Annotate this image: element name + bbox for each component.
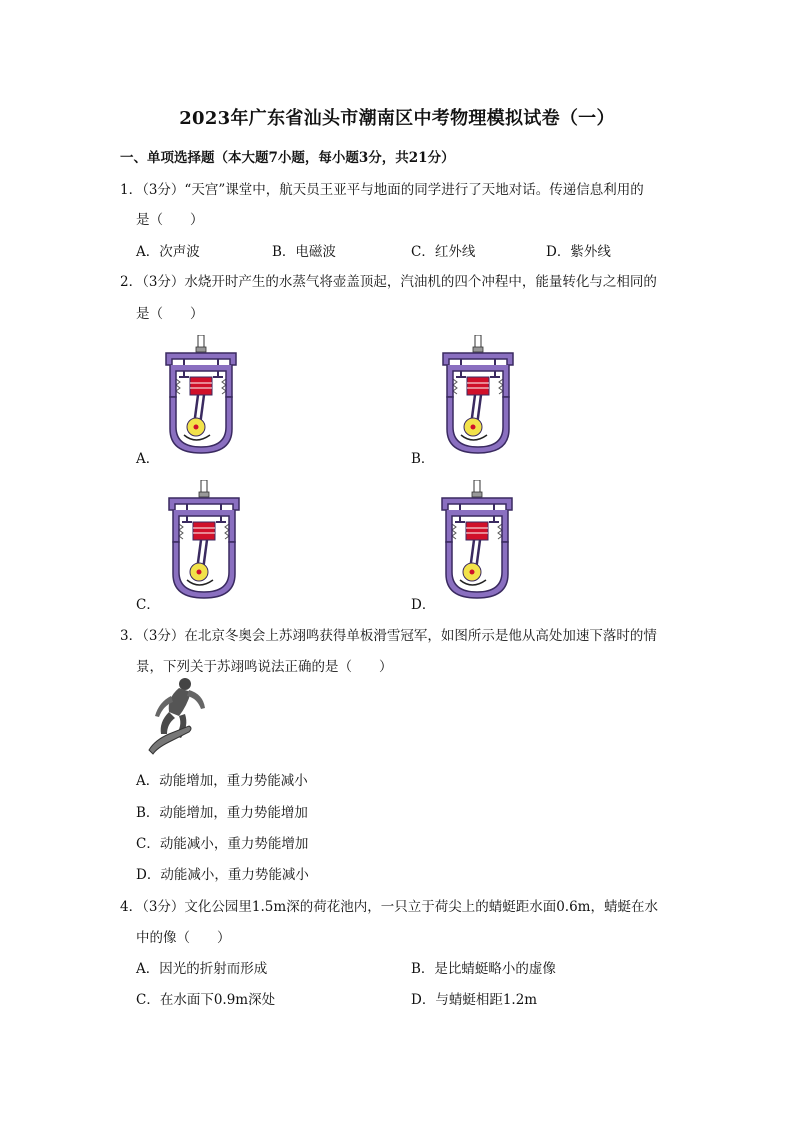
engine-diagram-b <box>437 335 521 455</box>
question-4-option-c: C．在水面下0.9m深处 <box>136 992 276 1008</box>
engine-diagram-d <box>436 480 520 600</box>
page-title: 2023年广东省汕头市潮南区中考物理模拟试卷（一） <box>179 108 615 129</box>
question-4-option-a: A．因光的折射而形成 <box>136 961 268 977</box>
question-3-stem-line1: 3．（3分）在北京冬奥会上苏翊鸣获得单板滑雪冠军，如图所示是他从高处加速下落时的情 <box>120 628 657 644</box>
question-4-option-d: D．与蜻蜓相距1.2m <box>411 992 538 1008</box>
question-4-stem-line2: 中的像（ ） <box>136 930 231 946</box>
engine-diagram-a <box>160 335 244 455</box>
question-2-option-b: B． <box>411 451 435 467</box>
engine-diagram-c <box>163 480 247 600</box>
question-1-option-d: D．紫外线 <box>546 244 611 260</box>
question-4-option-b: B．是比蜻蜓略小的虚像 <box>411 961 556 977</box>
section-heading: 一、单项选择题（本大题7小题，每小题3分，共21分） <box>120 150 455 166</box>
question-4-stem-line1: 4．（3分）文化公园里1.5m深的荷花池内，一只立于荷尖上的蜻蜓距水面0.6m，蜻蜓在水 <box>120 899 658 915</box>
question-2-option-c: C． <box>136 597 160 613</box>
question-1-option-a: A．次声波 <box>136 244 200 260</box>
question-2-stem-line2: 是（ ） <box>136 306 204 322</box>
question-3-option-a: A．动能增加，重力势能减小 <box>136 773 308 789</box>
question-2-option-d: D． <box>411 597 436 613</box>
question-1-option-b: B．电磁波 <box>272 244 336 260</box>
question-1-option-c: C．红外线 <box>411 244 476 260</box>
question-3-stem-line2: 景，下列关于苏翊鸣说法正确的是（ ） <box>136 659 393 675</box>
question-1-stem-line1: 1．（3分）“天宫”课堂中，航天员王亚平与地面的同学进行了天地对话。传递信息利用的 <box>120 182 644 198</box>
snowboarder-image <box>145 676 211 762</box>
question-3-option-d: D．动能减小，重力势能减小 <box>136 867 309 883</box>
question-1-stem-line2: 是（ ） <box>136 212 204 228</box>
question-2-option-a: A． <box>136 451 160 467</box>
question-3-option-c: C．动能减小，重力势能增加 <box>136 836 309 852</box>
question-3-option-b: B．动能增加，重力势能增加 <box>136 805 308 821</box>
question-2-stem-line1: 2．（3分）水烧开时产生的水蒸气将壶盖顶起，汽油机的四个冲程中，能量转化与之相同的 <box>120 274 657 290</box>
